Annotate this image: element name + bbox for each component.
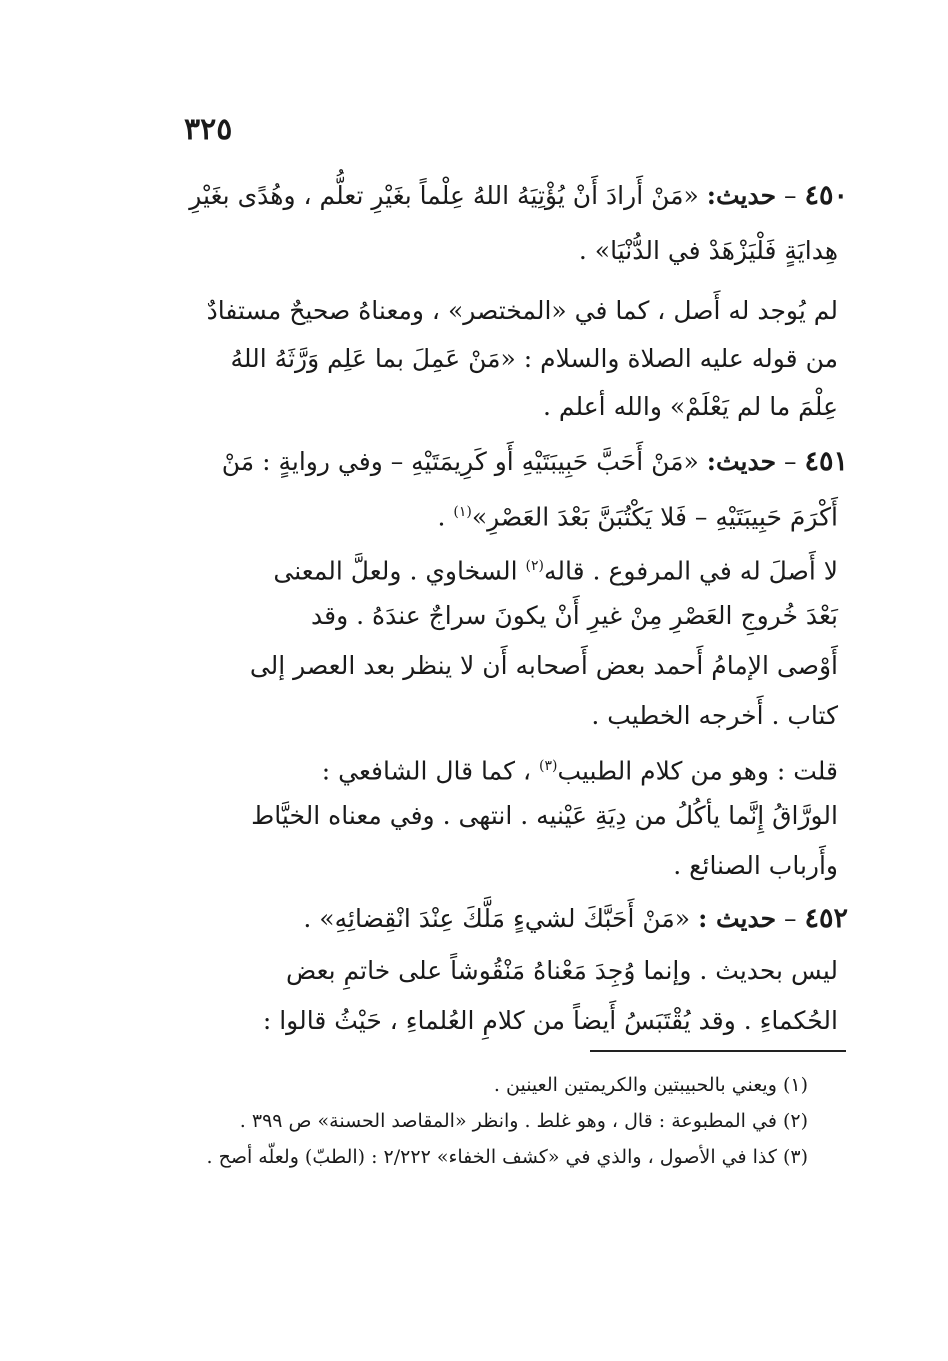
commentary-line: أَوْصى الإمامُ أَحمد بعض أَصحابه أَن لا ينظر بعد العصر إلى bbox=[249, 651, 838, 680]
entry-number: ٤٥٠ bbox=[804, 180, 848, 211]
entry-label: حديث: bbox=[706, 447, 777, 476]
footnote-2: (٢) في المطبوعة : قال ، وهو غلط . وانظر «المقاصد الحسنة» ص ٣٩٩ . bbox=[239, 1110, 808, 1132]
commentary-line: كتاب . أَخرجه الخطيب . bbox=[591, 701, 838, 730]
entry-452-line-1: ٤٥٢ – حديث : «مَنْ أَحَبَّكَ لشيءٍ مَلَّكَ عِنْدَ انْقِضائِهِ» . bbox=[303, 903, 848, 934]
hadith-text: أَكْرَمَ حَبِيبَتَيْهِ – فَلا يَكْتُبَنَّ بَعْدَ العَصْرِ» bbox=[471, 502, 838, 532]
entry-label: حديث : bbox=[698, 904, 777, 933]
commentary-text: لا أَصلَ له في المرفوع . قاله bbox=[544, 556, 838, 586]
hadith-text: «مَنْ أَحَبَّ حَبِيبَتَيْهِ أَو كَرِيمَتَيْهِ – وفي روايةٍ : مَنْ bbox=[221, 447, 699, 476]
commentary-line: ليس بحديث . وإنما وُجِدَ مَعْناهُ مَنْقُوشاً على خاتمِ بعض bbox=[285, 956, 838, 985]
commentary-text: قلت : وهو من كلام الطبيب bbox=[557, 756, 838, 786]
commentary-line: لم يُوجد له أَصل ، كما في «المختصر» ، ومعناهُ صحيحٌ مستفادٌ bbox=[206, 296, 838, 325]
commentary-line: عِلْمَ ما لم يَعْلَمْ» والله أعلم . bbox=[542, 392, 838, 421]
commentary-text: السخاوي . ولعلَّ المعنى bbox=[273, 556, 526, 586]
commentary-line: وأَرباب الصنائع . bbox=[673, 851, 838, 880]
footnote-3: (٣) كذا في الأصول ، والذي في «كشف الخفاء» ٢/٢٢٢ : (الطبّ) ولعلّه أصح . bbox=[206, 1146, 808, 1168]
commentary-text: ، كما قال الشافعي : bbox=[321, 756, 539, 786]
commentary-line: الورَّاقُ إِنَّما يأكُلُ من دِيَةِ عَيْنيه . انتهى . وفي معناه الخيَّاط bbox=[251, 801, 838, 830]
footnote-ref: (٢) bbox=[525, 558, 545, 574]
footnote-1: (١) ويعني بالحبيبتين والكريمتين العينين . bbox=[493, 1074, 808, 1096]
entry-number: ٤٥٢ bbox=[804, 903, 848, 934]
commentary-line: من قوله عليه الصلاة والسلام : «مَنْ عَمِلَ بما عَلِم وَرَّثَهُ اللهُ bbox=[230, 344, 838, 373]
entry-451-line-1: ٤٥١ – حديث: «مَنْ أَحَبَّ حَبِيبَتَيْهِ أَو كَرِيمَتَيْهِ – وفي روايةٍ : مَنْ bbox=[221, 446, 848, 477]
footnote-rule bbox=[590, 1050, 846, 1052]
commentary-line bbox=[178, 740, 838, 797]
commentary-line: بَعْدَ خُروجِ العَصْرِ مِنْ غيرِ أَنْ يكونَ سراجٌ عندَهُ . وقد bbox=[311, 601, 838, 630]
commentary-line bbox=[178, 540, 838, 597]
punctuation: . bbox=[437, 502, 454, 532]
entry-451-line-2 bbox=[178, 486, 838, 543]
hadith-text: «مَنْ أَحَبَّكَ لشيءٍ مَلَّكَ عِنْدَ انْقِضائِهِ» . bbox=[303, 904, 691, 933]
page-number: ٣٢٥ bbox=[184, 112, 233, 147]
entry-number: ٤٥١ bbox=[804, 446, 848, 477]
footnote-ref: (١) bbox=[453, 504, 472, 520]
hadith-text: «مَنْ أَرادَ أَنْ يُؤْتِيَهُ اللهُ عِلْماً بغَيْرِ تعلُّم ، وهُدًى بغَيْرِ bbox=[189, 181, 699, 210]
entry-450-line-1: ٤٥٠ – حديث: «مَنْ أَرادَ أَنْ يُؤْتِيَهُ اللهُ عِلْماً بغَيْرِ تعلُّم ، وهُدًى بغَيْرِ bbox=[189, 180, 848, 211]
commentary-line: الحُكماءِ . وقد يُقْتَبَسُ أَيضاً من كلامِ العُلماءِ ، حَيْثُ قالوا : bbox=[262, 1006, 838, 1035]
entry-label: حديث: bbox=[706, 181, 777, 210]
entry-450-line-2: هِدايَةٍ فَلْيَزْهَدْ في الدُّنْيَا» . bbox=[578, 236, 838, 265]
footnote-ref: (٣) bbox=[539, 758, 558, 774]
